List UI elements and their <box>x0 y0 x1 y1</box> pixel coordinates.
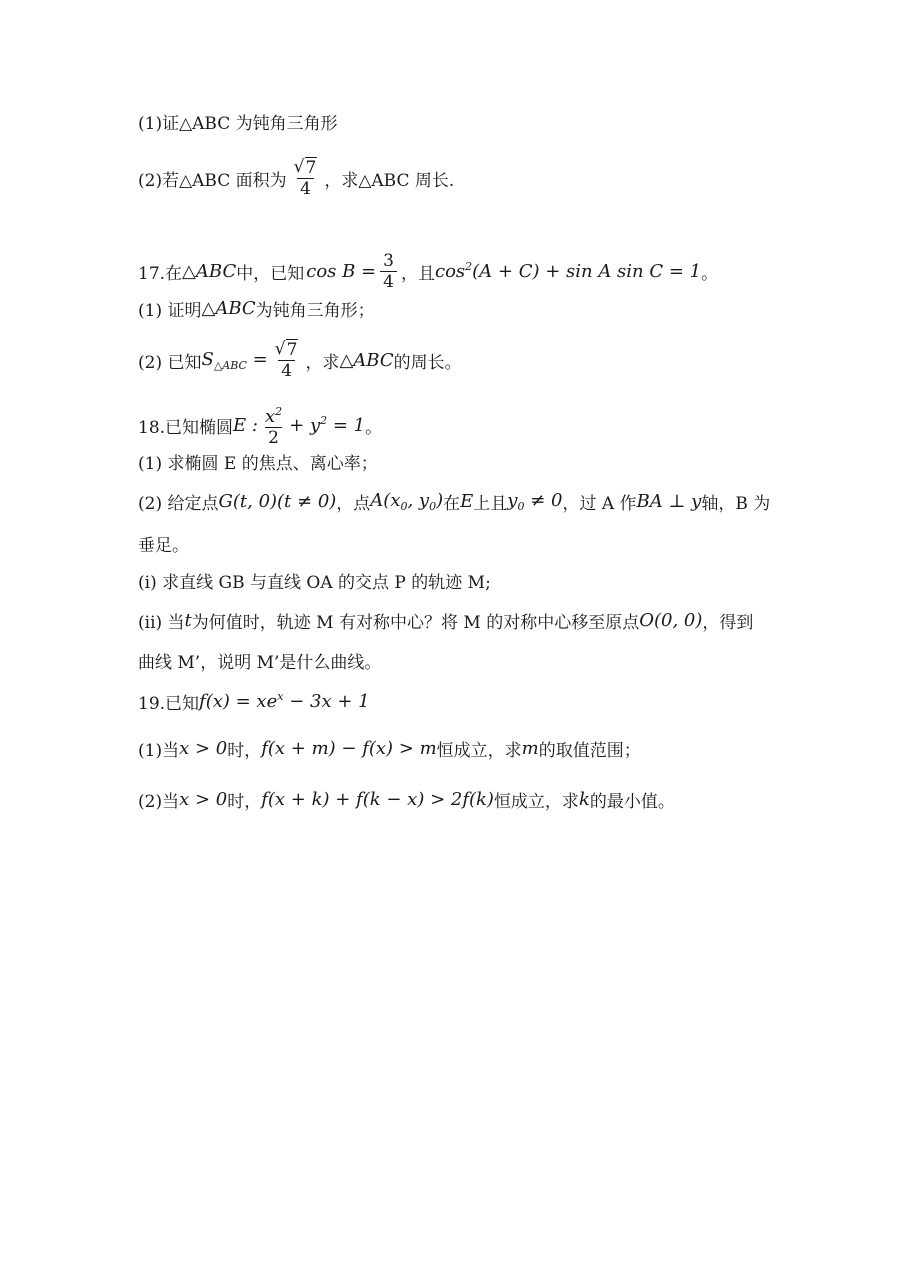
text: 。 <box>701 263 719 284</box>
text: (1) 证明 <box>138 300 202 321</box>
q19-part1 <box>138 733 641 763</box>
exponent: 2 <box>320 414 328 427</box>
x: x <box>264 406 276 427</box>
fraction <box>380 251 397 292</box>
math: $f(x) = xe^x - 3x + 1$ <box>199 690 370 712</box>
a: A(x <box>370 489 401 511</box>
text: (2) 给定点 <box>138 493 219 514</box>
math <box>435 260 701 282</box>
text: (1)证△ABC 为钝角三角形 <box>138 113 338 134</box>
text: 中，已知 <box>236 263 305 284</box>
text: 19.已知 <box>138 693 200 714</box>
q18-part1 <box>138 446 378 476</box>
text: 的周长。 <box>393 352 462 373</box>
equals-one: = 1 <box>332 415 366 436</box>
radicand: 7 <box>286 340 298 360</box>
math: $A(x_0$, $y_0$) <box>370 489 444 513</box>
a-mid: , y <box>407 489 430 511</box>
text: 为钝角三角形； <box>255 300 375 321</box>
math: △ABC <box>339 349 394 371</box>
math: x > 0 <box>179 737 228 759</box>
ne0: ≠ 0 <box>530 489 563 511</box>
text: 。 <box>365 417 383 438</box>
math: △ABC <box>201 297 256 319</box>
q18-part2 <box>138 486 770 516</box>
text: 时， <box>227 791 262 812</box>
denominator: 4 <box>278 360 295 381</box>
math: E <box>460 490 474 512</box>
q18-part2-cont <box>138 528 189 558</box>
equals: = <box>252 348 268 370</box>
math: cos B = <box>306 260 377 282</box>
q18-part-i <box>138 565 491 595</box>
subscript: △ABC <box>213 358 247 372</box>
denominator: 4 <box>297 178 314 199</box>
text: 17.在 <box>138 263 183 284</box>
text: 曲线 M’，说明 M’是什么曲线。 <box>138 652 382 673</box>
s: S <box>201 348 214 370</box>
text: ，求△ABC 周长. <box>324 170 455 191</box>
q19-part2 <box>138 784 675 814</box>
exponent: 2 <box>275 405 283 418</box>
text: 垂足。 <box>138 535 189 556</box>
q18-stem <box>138 400 382 450</box>
numerator: 3 <box>383 250 394 271</box>
q18-part-ii-cont <box>138 645 381 675</box>
q17-part1 <box>138 293 375 323</box>
text: (2) 已知 <box>138 352 202 373</box>
fraction <box>262 402 285 448</box>
text: 上且 <box>473 493 508 514</box>
q17-stem <box>138 245 718 297</box>
text: (ii) 当 <box>138 612 185 633</box>
math: O(0, 0) <box>639 609 703 631</box>
q19-stem <box>138 686 370 716</box>
math: x > 0 <box>179 788 228 810</box>
math: k <box>578 788 590 810</box>
fraction: √ 7 4 <box>293 157 317 199</box>
part-1-line <box>138 106 338 136</box>
text: 18.已知椭圆 <box>138 417 234 438</box>
exponent: 2 <box>465 260 473 273</box>
math: △ABC <box>182 260 237 282</box>
text: (1) 求椭圆 E 的焦点、离心率； <box>138 453 378 474</box>
text: (i) 求直线 GB 与直线 OA 的交点 P 的轨迹 M; <box>138 572 491 593</box>
math <box>201 349 267 372</box>
text: 的取值范围； <box>538 740 641 761</box>
text: 恒成立，求 <box>436 740 522 761</box>
math: $y_0 \ne 0$ <box>507 489 563 513</box>
math: f(x + k) + f(k − x) > 2f(k) <box>261 788 494 810</box>
fraction: √ 7 4 <box>274 339 298 381</box>
math: t <box>184 609 192 631</box>
text: ，求 <box>305 352 340 373</box>
fx: f(x) = xe <box>199 691 278 712</box>
math: f(x + m) − f(x) > m <box>261 737 437 759</box>
y: y <box>507 489 518 511</box>
math: E : <box>233 414 258 436</box>
text: (2)若△ABC 面积为 <box>138 170 287 191</box>
text: (1)当 <box>138 740 180 761</box>
text: 恒成立，求 <box>493 791 579 812</box>
part-2-line <box>138 150 454 206</box>
text: 在 <box>443 493 461 514</box>
y: + y <box>289 415 321 436</box>
denominator: 4 <box>380 271 397 292</box>
math: m <box>521 737 539 759</box>
text: 的最小值。 <box>589 791 675 812</box>
math: G(t, 0)(t ≠ 0) <box>218 490 337 512</box>
cos: cos <box>434 261 466 282</box>
text: 时， <box>227 740 262 761</box>
radicand: 7 <box>305 158 317 178</box>
a-end: ) <box>436 489 444 511</box>
q17-part2 <box>138 332 462 388</box>
fx-rest: − 3x + 1 <box>289 691 370 712</box>
math-rest: (A + C) + sin A sin C = 1 <box>472 261 702 282</box>
text: 为何值时，轨迹 M 有对称中心？将 M 的对称中心移至原点 <box>191 612 640 633</box>
denominator: 2 <box>265 427 282 448</box>
text: (2)当 <box>138 791 180 812</box>
text: 轴，B 为 <box>701 493 771 514</box>
q18-part-ii <box>138 605 753 635</box>
text: ，得到 <box>702 612 754 633</box>
math: BA ⊥ y <box>636 490 702 512</box>
text: ，点 <box>336 493 371 514</box>
text: ，且 <box>400 263 435 284</box>
text: ，过 A 作 <box>562 493 637 514</box>
math <box>289 414 365 436</box>
